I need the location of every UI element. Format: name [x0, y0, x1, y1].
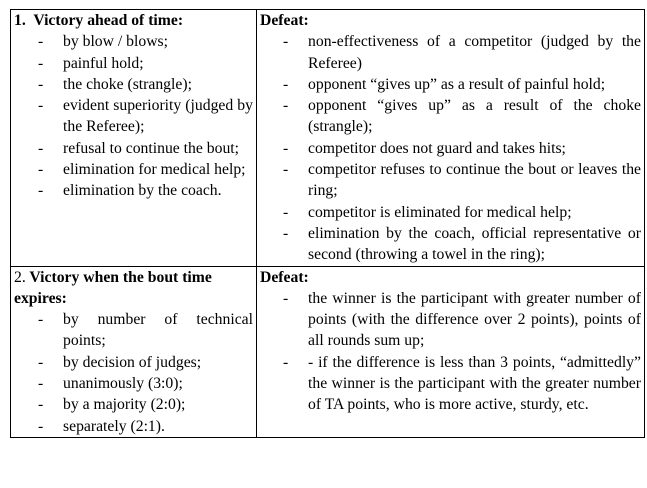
heading-text: Victory when the bout time expires:	[14, 268, 212, 307]
bullet-dash: -	[38, 375, 44, 393]
list-item-text: evident superiority (judged by the Referee);	[63, 97, 253, 136]
list-item-text: by blow / blows;	[63, 33, 169, 51]
rules-table	[10, 9, 645, 438]
list-item	[14, 394, 253, 415]
bullet-dash: -	[38, 54, 44, 72]
list-item	[14, 138, 253, 159]
victory-ahead-list	[14, 31, 253, 201]
table-row	[11, 266, 645, 437]
defeat-list-1	[260, 31, 641, 265]
bullet-dash: -	[283, 161, 289, 179]
bullet-dash: -	[38, 311, 44, 329]
list-item	[14, 180, 253, 201]
list-item-text: - if the difference is less than 3 points, “admittedly” the winner is the participant with the greater number of TA points, who is more active, sturdy, etc.	[308, 353, 641, 414]
list-item	[260, 223, 641, 266]
list-item-text: the winner is the participant with greater number of points (with the difference over 2 points), points of all rounds sum up;	[308, 289, 641, 350]
bullet-dash: -	[283, 353, 289, 371]
cell-heading: Defeat:	[260, 268, 309, 286]
list-item-text: by a majority (2:0);	[63, 396, 186, 414]
bullet-dash: -	[283, 203, 289, 221]
bullet-dash: -	[38, 396, 44, 414]
list-item	[14, 95, 253, 138]
heading-number: 2.	[14, 268, 26, 286]
list-item-text: the choke (strangle);	[63, 75, 192, 93]
list-item	[260, 95, 641, 138]
list-item-text: competitor does not guard and takes hits;	[308, 139, 566, 157]
defeat-cell-1	[257, 10, 645, 267]
bullet-dash: -	[283, 75, 289, 93]
cell-heading	[14, 267, 253, 310]
heading-number: 1.	[14, 12, 26, 29]
list-item-text: elimination by the coach.	[63, 182, 222, 200]
list-item	[14, 74, 253, 95]
bullet-dash: -	[38, 75, 44, 93]
bullet-dash: -	[283, 289, 289, 307]
cell-heading: Defeat:	[260, 12, 309, 29]
list-item-text: elimination by the coach, official representative or second (throwing a towel in the ring);	[308, 224, 641, 264]
list-item-text: refusal to continue the bout;	[63, 139, 240, 157]
list-item-text: separately (2:1).	[63, 417, 165, 435]
list-item	[14, 309, 253, 352]
list-item	[260, 352, 641, 416]
list-item	[14, 31, 253, 52]
bullet-dash: -	[38, 182, 44, 200]
list-item-text: painful hold;	[63, 54, 144, 72]
defeat-list-2	[260, 288, 641, 416]
heading-text: Victory ahead of time:	[33, 12, 184, 29]
bullet-dash: -	[283, 33, 289, 51]
list-item	[14, 159, 253, 180]
list-item	[260, 31, 641, 74]
list-item-text: competitor refuses to continue the bout or leaves the ring;	[308, 161, 641, 200]
list-item	[260, 159, 641, 202]
list-item-text: non-effectiveness of a competitor (judged by the Referee)	[308, 33, 641, 72]
list-item	[260, 202, 641, 223]
defeat-cell-2	[257, 266, 645, 437]
victory-time-list	[14, 309, 253, 437]
list-item-text: opponent “gives up” as a result of painful hold;	[308, 75, 606, 93]
bullet-dash: -	[283, 224, 289, 242]
list-item	[260, 288, 641, 352]
cell-heading	[14, 10, 253, 31]
victory-time-expires-cell	[11, 266, 257, 437]
bullet-dash: -	[38, 139, 44, 157]
bullet-dash: -	[38, 417, 44, 435]
bullet-dash: -	[38, 33, 44, 51]
list-item-text: competitor is eliminated for medical help;	[308, 203, 572, 221]
list-item	[14, 352, 253, 373]
list-item-text: by decision of judges;	[63, 353, 202, 371]
bullet-dash: -	[283, 97, 289, 115]
list-item	[14, 53, 253, 74]
list-item	[14, 416, 253, 437]
bullet-dash: -	[38, 97, 44, 115]
list-item-text: by number of technical points;	[63, 311, 253, 350]
table-row	[11, 10, 645, 267]
bullet-dash: -	[38, 161, 44, 179]
list-item	[14, 373, 253, 394]
list-item-text: elimination for medical help;	[63, 161, 246, 179]
list-item-text: unanimously (3:0);	[63, 375, 183, 393]
list-item	[260, 74, 641, 95]
list-item	[260, 138, 641, 159]
bullet-dash: -	[38, 353, 44, 371]
bullet-dash: -	[283, 139, 289, 157]
victory-ahead-of-time-cell	[11, 10, 257, 267]
list-item-text: opponent “gives up” as a result of the choke (strangle);	[308, 97, 641, 136]
